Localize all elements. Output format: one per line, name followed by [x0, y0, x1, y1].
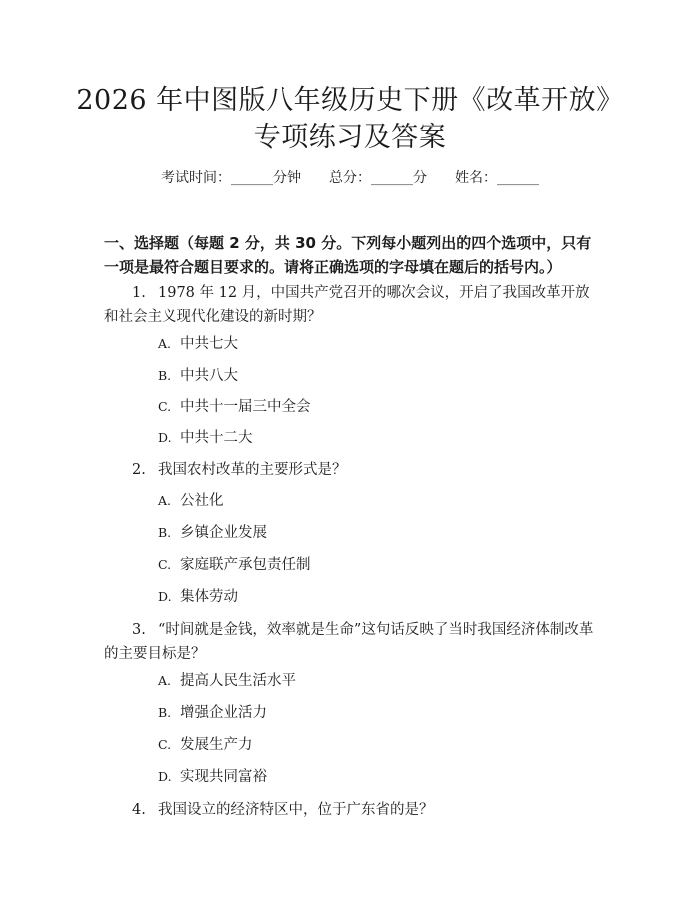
- exam-time-field: 考试时间：______分钟: [161, 170, 301, 186]
- option-text: 家庭联产承包责任制: [180, 557, 311, 573]
- option-letter: B.: [158, 705, 172, 720]
- section-heading: 一、选择题（每题 2 分，共 30 分。下列每小题列出的四个选项中，只有一项是最符合题目要求的。请将正确选项的字母填在题后的括号内。）: [104, 234, 592, 276]
- option-letter: B.: [158, 368, 172, 383]
- question-number: 3.: [132, 622, 146, 638]
- question-3: [104, 618, 600, 666]
- option-text: 公社化: [180, 493, 224, 509]
- question-text: “时间就是金钱，效率就是生命”这句话反映了当时我国经济体制改革的主要目标是？: [104, 622, 594, 662]
- option-letter: D.: [158, 769, 172, 784]
- option: [158, 767, 267, 787]
- option-letter: A.: [158, 336, 172, 351]
- option-text: 提高人民生活水平: [180, 673, 296, 689]
- option-text: 中共八大: [180, 368, 238, 384]
- option-text: 增强企业活力: [180, 705, 267, 721]
- option-text: 集体劳动: [180, 589, 238, 605]
- question-4: [104, 798, 600, 822]
- option-letter: B.: [158, 525, 172, 540]
- option: [158, 397, 311, 417]
- question-2: [104, 458, 600, 482]
- document-title-line2: 专项练习及答案: [253, 122, 447, 153]
- option-letter: D.: [158, 430, 172, 445]
- option-letter: C.: [158, 737, 172, 752]
- exam-score-field: 总分：______分: [329, 170, 427, 186]
- option-letter: C.: [158, 557, 172, 572]
- question-text: 1978 年 12 月，中国共产党召开的哪次会议，开启了我国改革开放和社会主义现代化建设的新时期？: [104, 285, 590, 325]
- option: [158, 366, 238, 386]
- option-text: 中共七大: [180, 336, 238, 352]
- option-letter: A.: [158, 673, 172, 688]
- question-text: 我国设立的经济特区中，位于广东省的是？: [158, 802, 434, 818]
- option-letter: A.: [158, 493, 172, 508]
- question-number: 4.: [132, 802, 146, 818]
- option-text: 乡镇企业发展: [180, 525, 267, 541]
- option: [158, 587, 238, 607]
- option: [158, 735, 253, 755]
- question-1: [104, 281, 600, 329]
- option: [158, 555, 311, 575]
- question-text: 我国农村改革的主要形式是？: [158, 462, 347, 478]
- option-text: 发展生产力: [180, 737, 253, 753]
- document-title-line1: 2026 年中图版八年级历史下册《改革开放》: [76, 85, 624, 116]
- exam-name-field: 姓名：______: [455, 170, 539, 186]
- question-number: 2.: [132, 462, 146, 478]
- option: [158, 334, 238, 354]
- option: [158, 703, 267, 723]
- option-text: 中共十二大: [180, 430, 253, 446]
- option-text: 中共十一届三中全会: [180, 399, 311, 415]
- question-number: 1.: [132, 285, 146, 301]
- option-letter: D.: [158, 589, 172, 604]
- option: [158, 491, 224, 511]
- option: [158, 428, 253, 448]
- option-letter: C.: [158, 399, 172, 414]
- exam-info: [0, 168, 700, 188]
- option-text: 实现共同富裕: [180, 769, 267, 785]
- option: [158, 523, 267, 543]
- option: [158, 671, 296, 691]
